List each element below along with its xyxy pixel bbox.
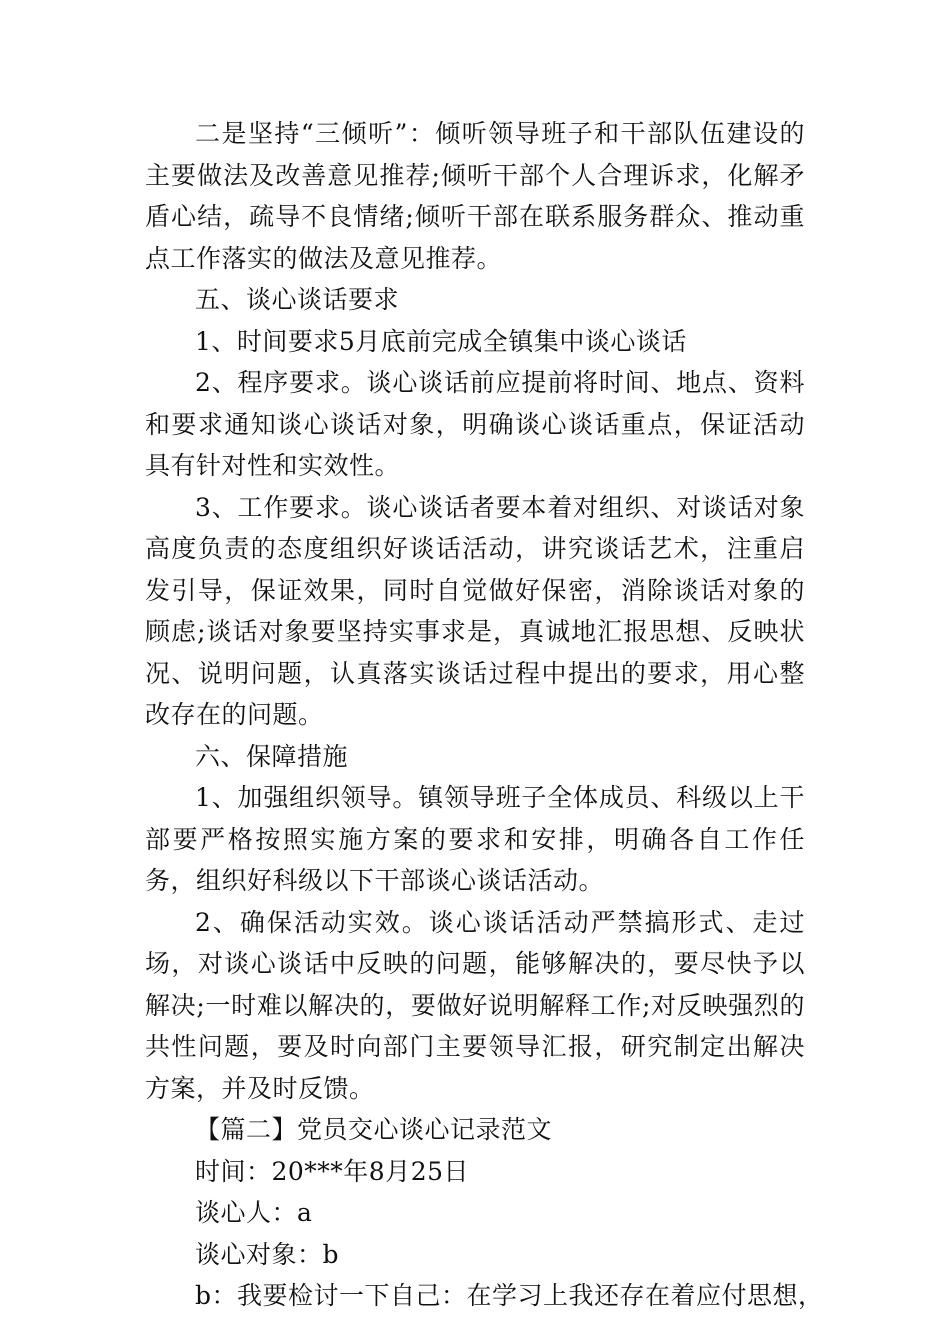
record-time: 时间：20***年8月25日 [195,1156,470,1186]
heading-talk-requirements: 五、谈心谈话要求 [195,285,400,314]
record-target: 谈心对象：b [195,1239,340,1269]
heading-safeguard-measures: 六、保障措施 [195,741,349,771]
paragraph-strengthen-leadership: 1、加强组织领导。镇领导班子全体成员、科级以上干部要严格按照实施方案的要求和安排，明确各自工作任务，组织好科级以下干部谈心谈话活动。 [145,783,805,895]
paragraph-procedure-requirement: 2、程序要求。谈心谈话前应提前将时间、地点、资料和要求通知谈心谈话对象，明确谈心谈话重点，保证活动具有针对性和实效性。 [145,368,805,480]
section-two-title: 【篇二】党员交心谈心记录范文 [195,1115,553,1144]
record-b-statement: b：我要检讨一下自己：在学习上我还存在着应付思想， [195,1281,824,1310]
paragraph-time-requirement: 1、时间要求5月底前完成全镇集中谈心谈话 [195,326,687,356]
paragraph-ensure-effectiveness: 2、确保活动实效。谈心谈话活动严禁搞形式、走过场，对谈心谈话中反映的问题，能够解决的，要尽快予以解决;一时难以解决的，要做好说明解释工作;对反映强烈的共性问题，要及时向部门主要领导汇报，研究制定出解决方案，并及时反馈。 [145,907,805,1103]
paragraph-work-requirement: 3、工作要求。谈心谈话者要本着对组织、对谈话对象高度负责的态度组织好谈话活动，讲究谈话艺术，注重启发引导，保证效果，同时自觉做好保密，消除谈话对象的顾虑;谈话对象要坚持实事求是，真诚地汇报思想、反映状况、说明问题，认真落实谈话过程中提出的要求，用心整改存在的问题。 [145,492,805,729]
document-page [145,113,824,1317]
paragraph-three-listenings: 二是坚持“三倾听”：倾听领导班子和干部队伍建设的主要做法及改善意见推荐;倾听干部个人合理诉求，化解矛盾心结，疏导不良情绪;倾听干部在联系服务群众、推动重点工作落实的做法及意见推荐。 [145,119,805,273]
record-talker: 谈心人：a [195,1198,313,1227]
